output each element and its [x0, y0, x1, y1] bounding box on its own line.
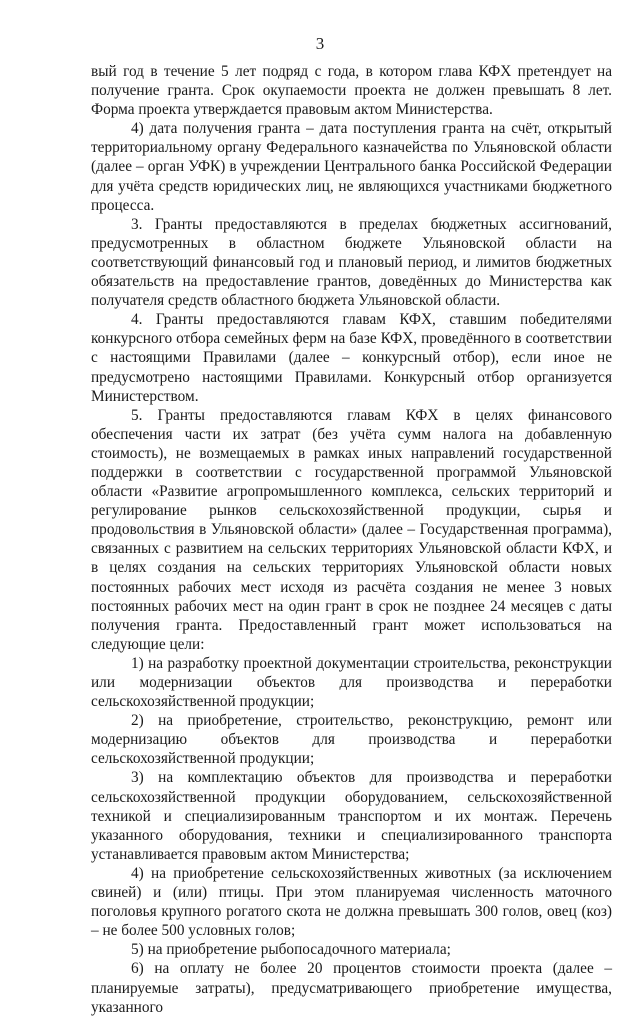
paragraph-1: вый год в течение 5 лет подряд с года, в котором глава КФХ претендует на получение гранта. Срок окупаемости проекта не должен превышать 8 лет. Форма проекта утверждается правовым актом Министерства.	[91, 63, 612, 119]
paragraph-4: 4. Гранты предоставляются главам КФХ, ставшим победителями конкурсного отбора семейных ферм на базе КФХ, проведённого в соответствии с настоящими Правилами (далее – конкурсный отбор), если иное не предусмотрено настоящими Правилами. Конкурсный отбор организуется Министерством.	[91, 311, 612, 405]
paragraph-5: 5. Гранты предоставляются главам КФХ в целях финансового обеспечения части их затрат (без учёта сумм налога на добавленную стоимость), не возмещаемых в рамках иных направлений государственной поддержки в соответствии с государственной программой Ульяновской области «Развитие агропромышленного комплекса, сельских территорий и регулирование рынков сельскохозяйственной продукции, сырья и продовольствия в Ульяновской области» (далее – Государственная программа), связанных с развитием на сельских территориях Ульяновской области КФХ, и в целях создания на сельских территориях Ульяновской области новых постоянных рабочих мест исходя из расчёта создания не менее 3 новых постоянных рабочих мест на один грант в срок не позднее 24 месяцев с даты получения гранта. Предоставленный грант может использоваться на следующие цели:	[91, 406, 612, 653]
page-number: 3	[315, 34, 325, 53]
paragraph-7: 2) на приобретение, строительство, реконструкцию, ремонт или модернизацию объектов для производства и переработки сельскохозяйственной продукции;	[91, 712, 612, 768]
paragraph-10: 5) на приобретение рыбопосадочного материала;	[131, 941, 451, 959]
paragraph-2: 4) дата получения гранта – дата поступления гранта на счёт, открытый территориальному органу Федерального казначейства по Ульяновской области (далее – орган УФК) в учреждении Центрального банка Российской Федерации для учёта средств юридических лиц, не являющихся участниками бюджетного процесса.	[91, 120, 612, 214]
document-body	[91, 62, 612, 1017]
paragraph-8: 3) на комплектацию объектов для производства и переработки сельскохозяйственной продукции оборудованием, сельскохозяйственной техникой и специализированным транспортом и их монтаж. Перечень указанного оборудования, техники и специализированного транспорта устанавливается правовым актом Министерства;	[91, 769, 612, 863]
paragraph-9: 4) на приобретение сельскохозяйственных животных (за исключением свиней) и (или) птицы. При этом планируемая численность маточного поголовья крупного рогатого скота не должна превышать 300 голов, овец (коз) – не более 500 условных голов;	[91, 864, 612, 940]
paragraph-6: 1) на разработку проектной документации строительства, реконструкции или модернизации объектов для производства и переработки сельскохозяйственной продукции;	[91, 654, 612, 711]
paragraph-3: 3. Гранты предоставляются в пределах бюджетных ассигнований, предусмотренных в областном бюджете Ульяновской области на соответствующий финансовый год и плановый период, и лимитов бюджетных обязательств на предоставление грантов, доведённых до Министерства как получателя средств областного бюджета Ульяновской области.	[91, 215, 612, 310]
paragraph-11: 6) на оплату не более 20 процентов стоимости проекта (далее – планируемые затраты), предусматривающего приобретение имущества, указанного	[91, 960, 612, 1016]
